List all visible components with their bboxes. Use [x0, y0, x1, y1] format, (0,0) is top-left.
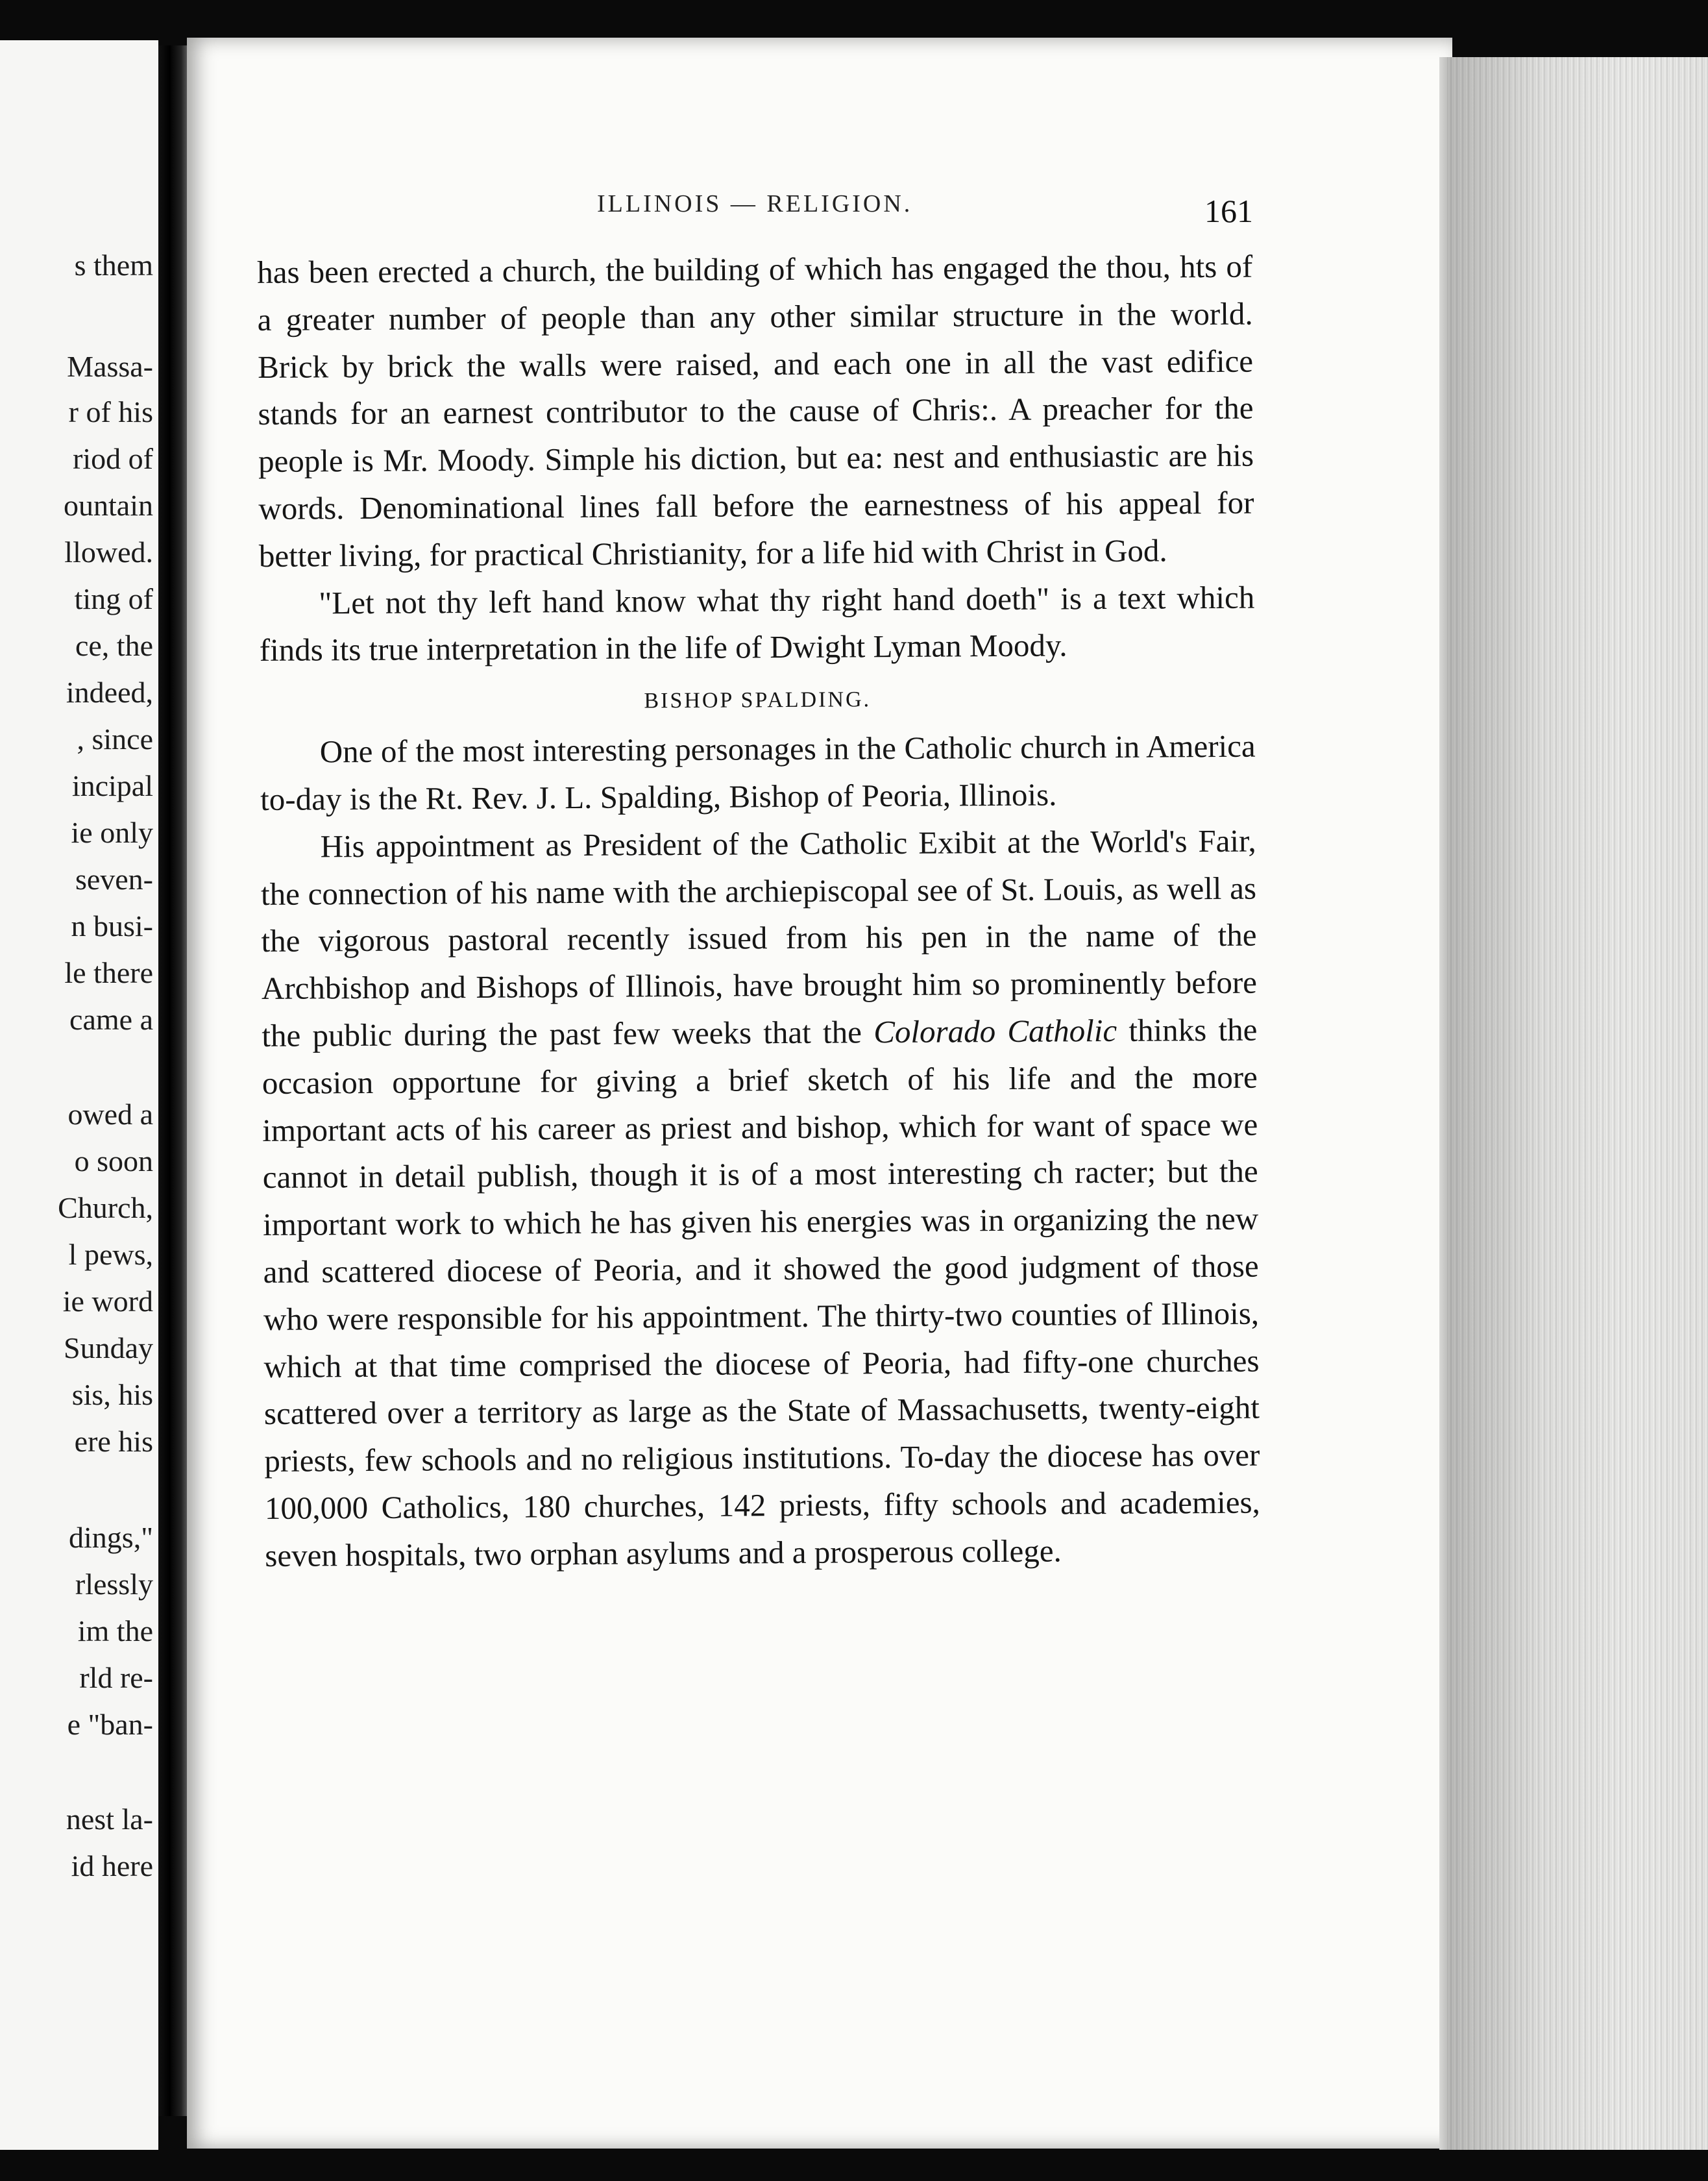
left-facing-page: [0, 40, 158, 2150]
paragraph-spalding-career: [260, 817, 1260, 1579]
left-page-fragment: ting of: [74, 582, 153, 615]
left-page-fragment: le there: [64, 956, 153, 989]
newspaper-title: Colorado Catholic: [873, 1012, 1117, 1050]
left-page-fragment: nest la-: [66, 1803, 153, 1836]
left-page-fragment: ie word: [62, 1285, 153, 1318]
page-body: [257, 243, 1260, 1580]
left-page-fragment: Church,: [58, 1191, 153, 1224]
paragraph-text: thinks the occasion opportune for giving a brief sketch of his life and the more important acts of his career as priest and bishop, which for want of space we cannot in detail publish, though it is of a most interesting ch racter; but the important work to which he has given his energies was in organizing the new and scattered diocese of Peoria, and it showed the good judgment of those who were responsible for his appointment. The thirty-two counties of Illinois, which at that time comprised the diocese of Peoria, had fifty-one churches scattered over a territory as large as the State of Massachusetts, twenty-eight priests, few schools and no religious institutions. To-day the diocese has over 100,000 Catholics, 180 churches, 142 priests, fifty schools and academies, seven hospitals, two orphan asylums and a prosperous college.: [262, 1011, 1260, 1573]
left-page-fragment: ere his: [74, 1425, 153, 1458]
left-page-fragment: incipal: [71, 769, 153, 802]
book-page-edges: [1447, 57, 1708, 2150]
left-page-fragment: im the: [77, 1614, 153, 1647]
left-page-fragment: rld re-: [79, 1661, 153, 1694]
left-page-fragment: id here: [71, 1849, 153, 1882]
left-page-fragment: r of his: [68, 395, 153, 428]
left-page-fragment: seven-: [75, 863, 153, 896]
left-page-fragment: s them: [74, 249, 153, 282]
left-page-fragment: indeed,: [66, 676, 153, 709]
left-page-fragment: e "ban-: [67, 1708, 153, 1741]
left-page-fragment: owed a: [67, 1098, 153, 1131]
left-page-fragment: l pews,: [68, 1238, 153, 1271]
left-page-fragment: ce, the: [75, 629, 153, 662]
left-page-fragment: Massa-: [67, 350, 153, 383]
left-page-fragment: dings,": [69, 1521, 153, 1554]
book-gutter: [158, 45, 187, 2116]
page-number: 161: [1204, 193, 1253, 229]
left-page-fragment: ountain: [64, 489, 153, 522]
left-page-fragment: rlessly: [75, 1568, 153, 1601]
left-page-fragment: came a: [69, 1003, 153, 1036]
section-heading: BISHOP SPALDING.: [644, 687, 872, 713]
paragraph-spalding-intro: One of the most interesting personages in the Catholic church in America to-day is the Rt. Rev. J. L. Spalding, Bishop of Peoria, Illinois.: [260, 728, 1256, 817]
left-page-fragment: Sunday: [64, 1331, 153, 1364]
left-page-fragment: n busi-: [71, 909, 153, 943]
paragraph-text: His appointment as President of the Catholic Exibit at the World's Fair, the connection of his name with the archiepiscopal see of St. Louis, as well as the vigorous pastoral recently issued from his pen in the name of the Archbishop and Bishops of Illinois, have brought him so prominently before the public during the past few weeks that the: [260, 822, 1258, 1054]
paragraph-moody-church: has been erected a church, the building of which has engaged the thou, hts of a greater number of people than any other similar structure in the world. Brick by brick the walls were raised, and each one in all the vast edifice stands for an earnest contributor to the cause of Chris:. A preacher for the people is Mr. Moody. Simple his diction, but ea: nest and enthusiastic are his words. Denominational lines fall before the earnestness of his appeal for better living, for practical Christianity, for a life hid with Christ in God.: [257, 248, 1254, 574]
left-page-fragment: sis, his: [71, 1378, 153, 1411]
left-page-fragment: llowed.: [64, 536, 153, 569]
left-page-fragment: o soon: [74, 1144, 153, 1177]
running-head: ILLINOIS — RELIGION.: [597, 190, 913, 217]
paragraph-moody-quote: "Let not thy left hand know what thy right hand doeth" is a text which finds its true interpretation in the life of Dwight Lyman Moody.: [259, 579, 1255, 669]
left-page-fragment: , since: [77, 722, 153, 756]
left-page-fragment: ie only: [71, 816, 153, 849]
left-page-fragment: riod of: [73, 442, 153, 475]
